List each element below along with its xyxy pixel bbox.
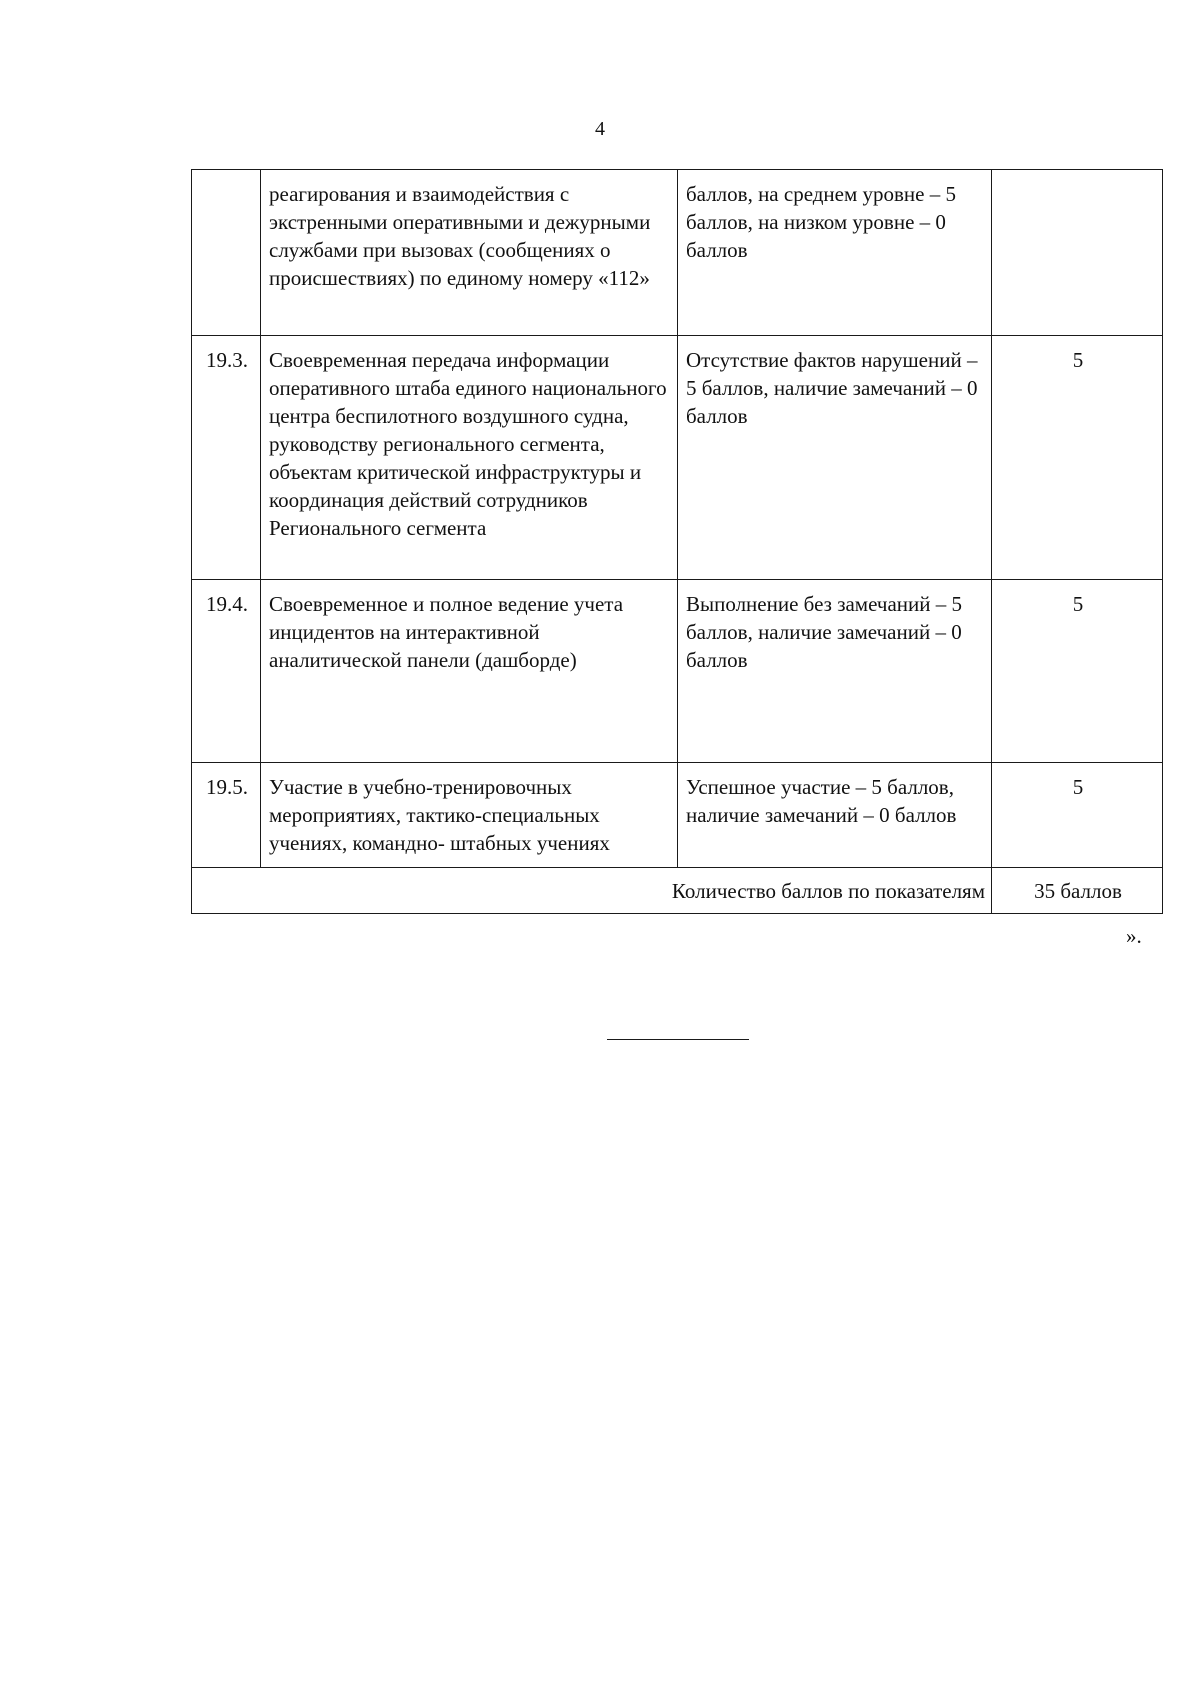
row-criteria: Отсутствие фактов нарушений – 5 баллов, наличие замечаний – 0 баллов [678, 336, 992, 580]
table-row [192, 336, 1163, 580]
row-criteria: Выполнение без замечаний – 5 баллов, наличие замечаний – 0 баллов [678, 580, 992, 763]
row-number: 19.5. [192, 763, 261, 868]
row-score: 5 [992, 336, 1163, 580]
row-criteria: баллов, на среднем уровне – 5 баллов, на низком уровне – 0 баллов [678, 170, 992, 336]
row-description: реагирования и взаимодействия с экстренными оперативными и дежурными службами при вызовах (сообщениях о происшествиях) по единому номеру «112» [261, 170, 678, 336]
row-score: 5 [992, 763, 1163, 868]
row-number: 19.3. [192, 336, 261, 580]
total-label: Количество баллов по показателям [192, 868, 992, 914]
row-description: Своевременное и полное ведение учета инцидентов на интерактивной аналитической панели (дашборде) [261, 580, 678, 763]
table-row [192, 763, 1163, 868]
closing-quote: ». [1126, 924, 1142, 948]
row-score [992, 170, 1163, 336]
criteria-table [191, 169, 1163, 914]
total-value: 35 баллов [992, 868, 1163, 914]
row-description: Участие в учебно-тренировочных мероприятиях, тактико-специальных учениях, командно- штабных учениях [261, 763, 678, 868]
row-score: 5 [992, 580, 1163, 763]
row-description: Своевременная передача информации оперативного штаба единого национального центра беспилотного воздушного судна, руководству регионального сегмента, объектам критической инфраструктуры и координация действий сотрудников Регионального сегмента [261, 336, 678, 580]
row-number [192, 170, 261, 336]
total-row [192, 868, 1163, 914]
row-number: 19.4. [192, 580, 261, 763]
row-criteria: Успешное участие – 5 баллов, наличие замечаний – 0 баллов [678, 763, 992, 868]
table-row [192, 580, 1163, 763]
separator-line [607, 1039, 749, 1040]
table-row [192, 170, 1163, 336]
page-number: 4 [595, 118, 605, 140]
